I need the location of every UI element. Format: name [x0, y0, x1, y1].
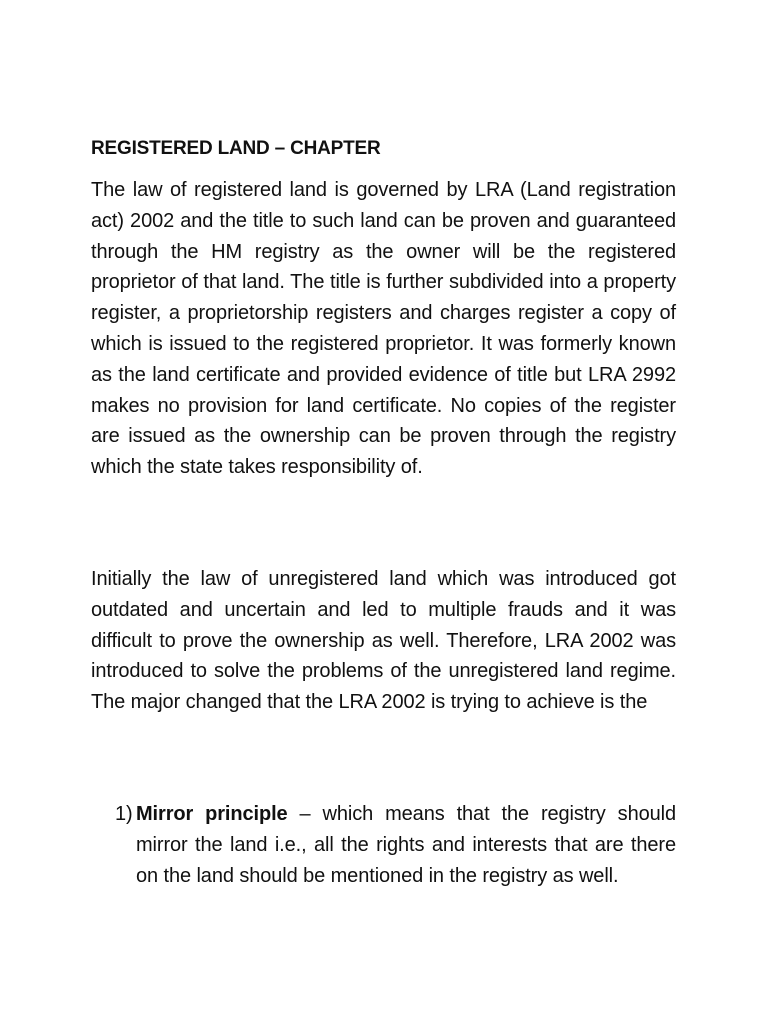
paragraph-1: The law of registered land is governed by LRA (Land registration act) 2002 and the title to such land can be proven and guaranteed through the HM registry as the owner will be the registered proprietor of that land. The title is further subdivided into a property register, a proprietorship registers and charges register a copy of which is issued to the registered proprietor. It was formerly known as the land certificate and provided evidence of title but LRA 2992 makes no provision for land certificate. No copies of the register are issued as the ownership can be proven through the registry which the state takes responsibility of. [91, 179, 676, 479]
list-item-term: Mirror principle [136, 803, 288, 825]
document-heading: REGISTERED LAND – CHAPTER [91, 138, 381, 159]
list-item-number: 1) [115, 803, 133, 825]
paragraph-2: Initially the law of unregistered land which was introduced got outdated and uncertain and led to multiple frauds and it was difficult to prove the ownership as well. Therefore, LRA 2002 was introduced to solve the problems of the unregistered land regime. The major changed that the LRA 2002 is trying to achieve is the [91, 568, 676, 714]
list-item-text: – which means that the registry should mirror the land i.e., all the rights and interests that are there on the land should be mentioned in the registry as well. [136, 803, 676, 887]
principles-list [91, 799, 676, 891]
list-item [91, 799, 676, 891]
